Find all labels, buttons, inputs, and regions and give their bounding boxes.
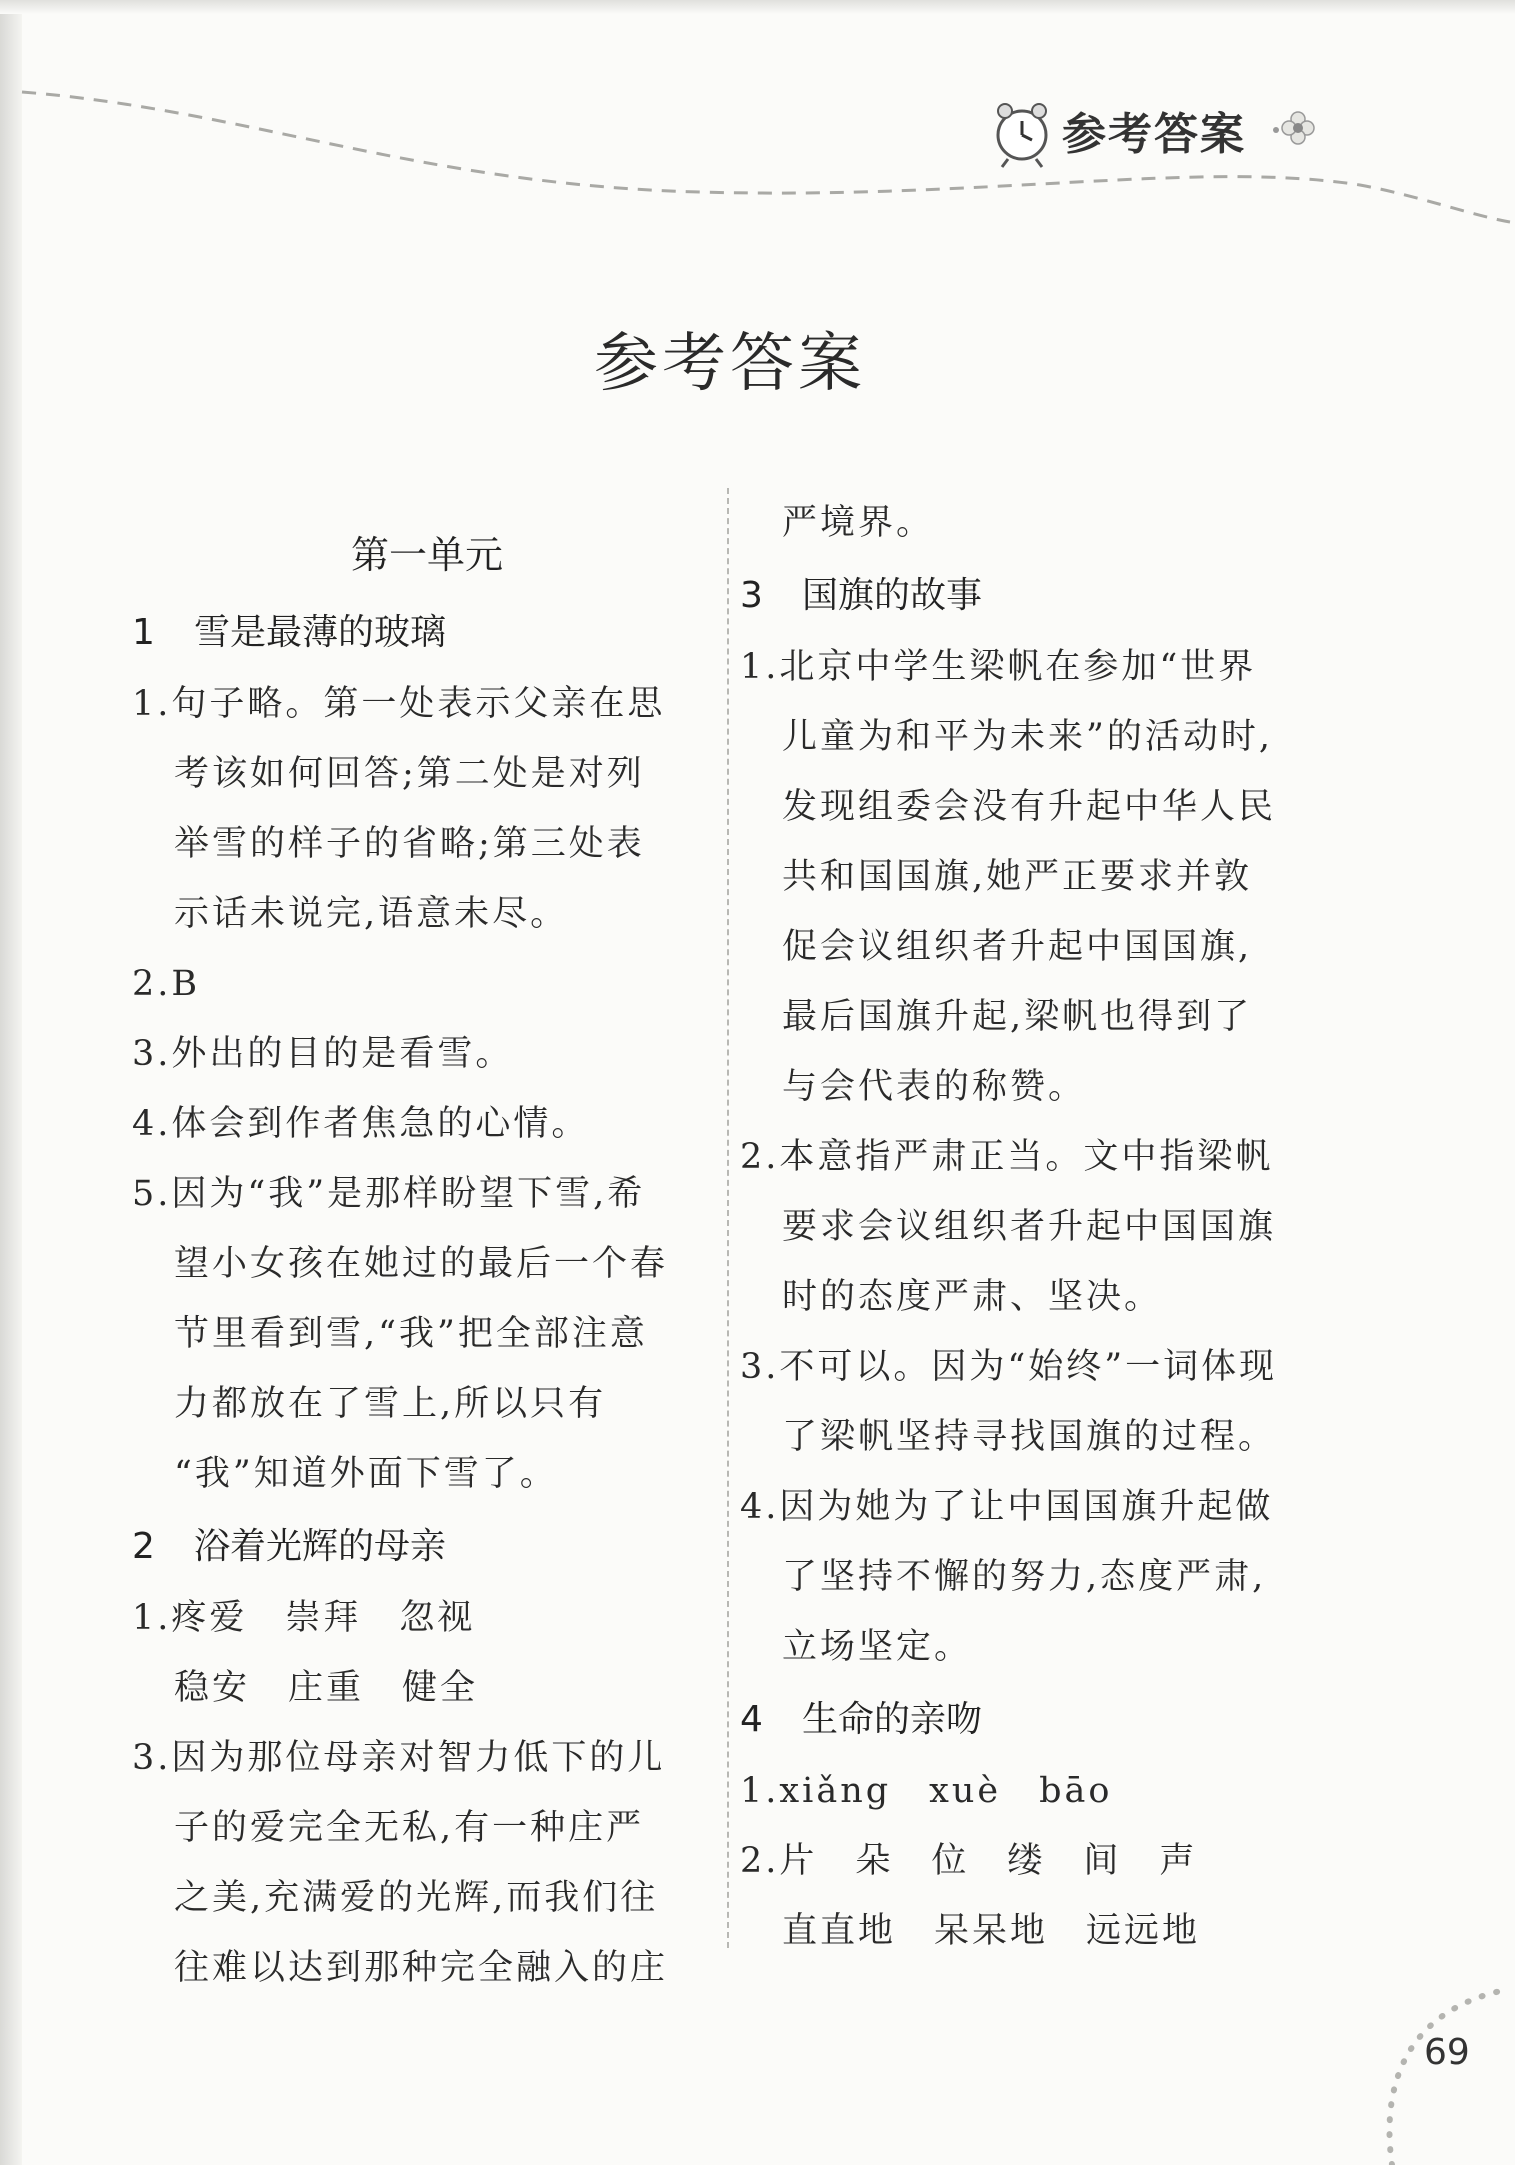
answer-line: 1.句子略。第一处表示父亲在思: [132, 684, 666, 724]
answer-line: 节里看到雪,“我”把全部注意: [174, 1314, 648, 1354]
header-label: 参考答案: [1062, 109, 1246, 160]
answer-line: 5.因为“我”是那样盼望下雪,希: [132, 1174, 646, 1214]
left-column: [132, 484, 722, 2003]
answer-line: 立场坚定。: [782, 1627, 973, 1667]
answer-line: 往难以达到那种完全融入的庄: [174, 1948, 669, 1988]
answer-line: 1.北京中学生梁帆在参加“世界: [740, 647, 1257, 687]
answer-line: 了梁帆坚持寻找国旗的过程。: [782, 1417, 1277, 1457]
answer-line: “我”知道外面下雪了。: [174, 1454, 558, 1494]
section-heading: [740, 1688, 1340, 1752]
section-number: 3: [740, 575, 763, 616]
page-number: 69: [1424, 2032, 1470, 2073]
answer-line: 子的爱完全无私,有一种庄严: [174, 1808, 645, 1848]
answer-line: 1.xiǎng xuè bāo: [740, 1771, 1113, 1811]
answer-line: 2.本意指严肃正当。文中指梁帆: [740, 1137, 1274, 1177]
alarm-clock-icon: [998, 104, 1046, 167]
answer-line: 最后国旗升起,梁帆也得到了: [782, 997, 1253, 1037]
section-number: 2: [132, 1526, 155, 1567]
answer-line: 儿童为和平为未来”的活动时,: [782, 717, 1274, 757]
answer-line: 促会议组织者升起中国国旗,: [782, 927, 1253, 967]
answer-line: 4.体会到作者焦急的心情。: [132, 1104, 590, 1144]
section-number: 4: [740, 1699, 763, 1740]
answer-line: 之美,充满爱的光辉,而我们往: [174, 1878, 659, 1918]
section-title: 雪是最薄的玻璃: [194, 612, 447, 653]
answer-line: 了坚持不懈的努力,态度严肃,: [782, 1557, 1267, 1597]
answer-line: 与会代表的称赞。: [782, 1067, 1087, 1107]
answer-line: 要求会议组织者升起中国国旗: [782, 1207, 1277, 1247]
column-divider: [727, 488, 729, 1948]
dashed-wave-line: [22, 92, 1510, 222]
answer-line: 2.片 朵 位 缕 间 声: [740, 1841, 1198, 1881]
unit-title: 第一单元: [350, 533, 503, 577]
answer-line: 稳安 庄重 健全: [174, 1668, 479, 1708]
answer-line: 时的态度严肃、坚决。: [782, 1277, 1163, 1317]
section-title: 浴着光辉的母亲: [194, 1526, 447, 1567]
section-heading: [132, 601, 722, 665]
answer-line: 3.不可以。因为“始终”一词体现: [740, 1347, 1278, 1387]
answer-line: 4.因为她为了让中国国旗升起做: [740, 1487, 1274, 1527]
answer-line: 1.疼爱 崇拜 忽视: [132, 1598, 476, 1638]
section-number: 1: [132, 612, 155, 653]
section-title: 生命的亲吻: [802, 1699, 983, 1740]
answer-line: 严境界。: [782, 503, 935, 543]
dotted-arc: [1389, 1990, 1505, 2165]
answer-line: 望小女孩在她过的最后一个春: [174, 1244, 669, 1284]
answer-line: 2.B: [132, 964, 201, 1004]
section-heading: [132, 1515, 722, 1579]
answer-line: 力都放在了雪上,所以只有: [174, 1384, 607, 1424]
answer-line: 示话未说完,语意未尽。: [174, 894, 569, 934]
right-column: [740, 488, 1340, 1966]
answer-line: 举雪的样子的省略;第三处表: [174, 824, 645, 864]
answer-line: 发现组委会没有升起中华人民: [782, 787, 1277, 827]
answer-line: 3.外出的目的是看雪。: [132, 1034, 514, 1074]
answer-line: 直直地 呆呆地 远远地: [782, 1911, 1201, 1951]
section-title: 国旗的故事: [802, 575, 983, 616]
section-heading: [740, 564, 1340, 628]
flower-icon: [1273, 112, 1314, 144]
page-title: 参考答案: [594, 327, 866, 401]
answer-line: 共和国国旗,她严正要求并敦: [782, 857, 1253, 897]
answer-line: 3.因为那位母亲对智力低下的儿: [132, 1738, 666, 1778]
answer-line: 考该如何回答;第二处是对列: [174, 754, 645, 794]
